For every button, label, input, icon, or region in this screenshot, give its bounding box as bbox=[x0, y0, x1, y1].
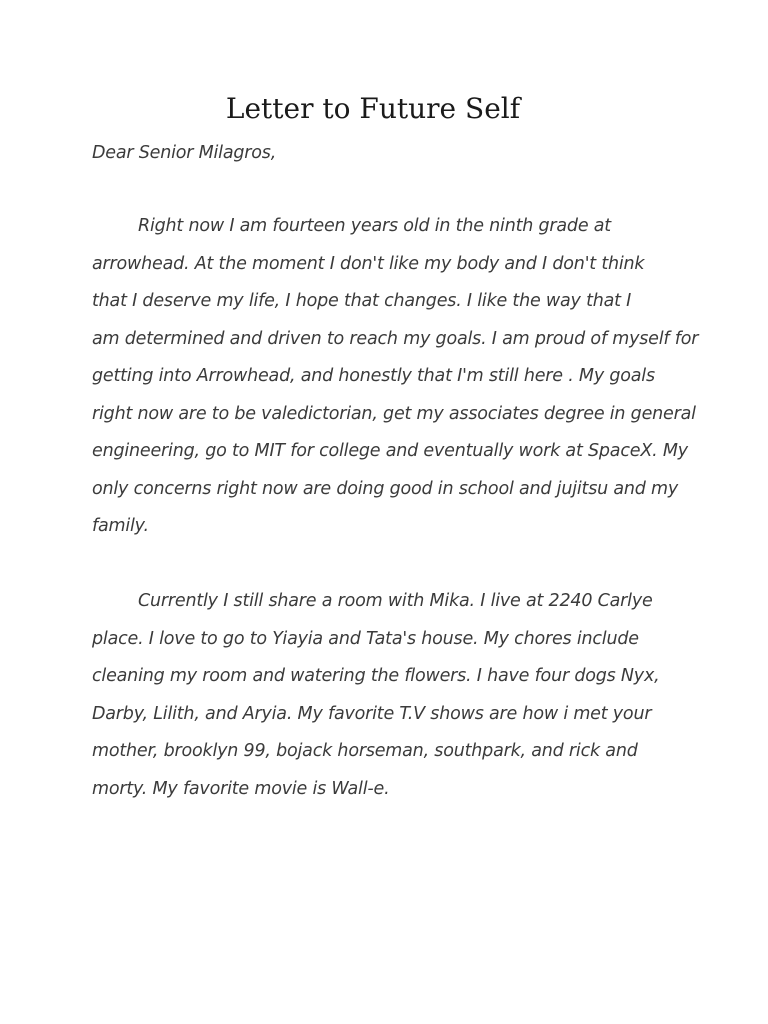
page-title: Letter to Future Self bbox=[225, 92, 521, 125]
paragraph-line: engineering, go to MIT for college and eventually work at SpaceX. My bbox=[92, 441, 688, 461]
paragraph-line: am determined and driven to reach my goals. I am proud of myself for bbox=[92, 328, 699, 349]
salutation: Dear Senior Milagros, bbox=[92, 143, 277, 163]
paragraph-line: mother, brooklyn 99, bojack horseman, southpark, and rick and bbox=[92, 741, 638, 761]
paragraph-line: that I deserve my life, I hope that changes. I like the way that I bbox=[92, 291, 632, 311]
paragraph-line: morty. My favorite movie is Wall-e. bbox=[92, 778, 390, 799]
paragraph-line: family. bbox=[92, 516, 149, 536]
paragraph-line: only concerns right now are doing good in school and jujitsu and my bbox=[92, 478, 679, 499]
paragraph-line: right now are to be valedictorian, get my associates degree in general bbox=[92, 403, 696, 424]
paragraph-1 bbox=[92, 208, 699, 546]
paragraph-line: Darby, Lilith, and Aryia. My favorite T.V shows are how i met your bbox=[92, 703, 652, 724]
paragraph-line: getting into Arrowhead, and honestly that I'm still here . My goals bbox=[92, 366, 655, 386]
paragraph-line: place. I love to go to Yiayia and Tata's house. My chores include bbox=[92, 628, 639, 649]
paragraph-line: cleaning my room and watering the flowers. I have four dogs Nyx, bbox=[92, 666, 660, 686]
paragraph-line: arrowhead. At the moment I don't like my body and I don't think bbox=[92, 253, 645, 274]
paragraph-line: Currently I still share a room with Mika. I live at 2240 Carlye bbox=[138, 591, 653, 611]
paragraph-2 bbox=[92, 583, 692, 808]
paragraph-line: Right now I am fourteen years old in the ninth grade at bbox=[138, 216, 611, 236]
